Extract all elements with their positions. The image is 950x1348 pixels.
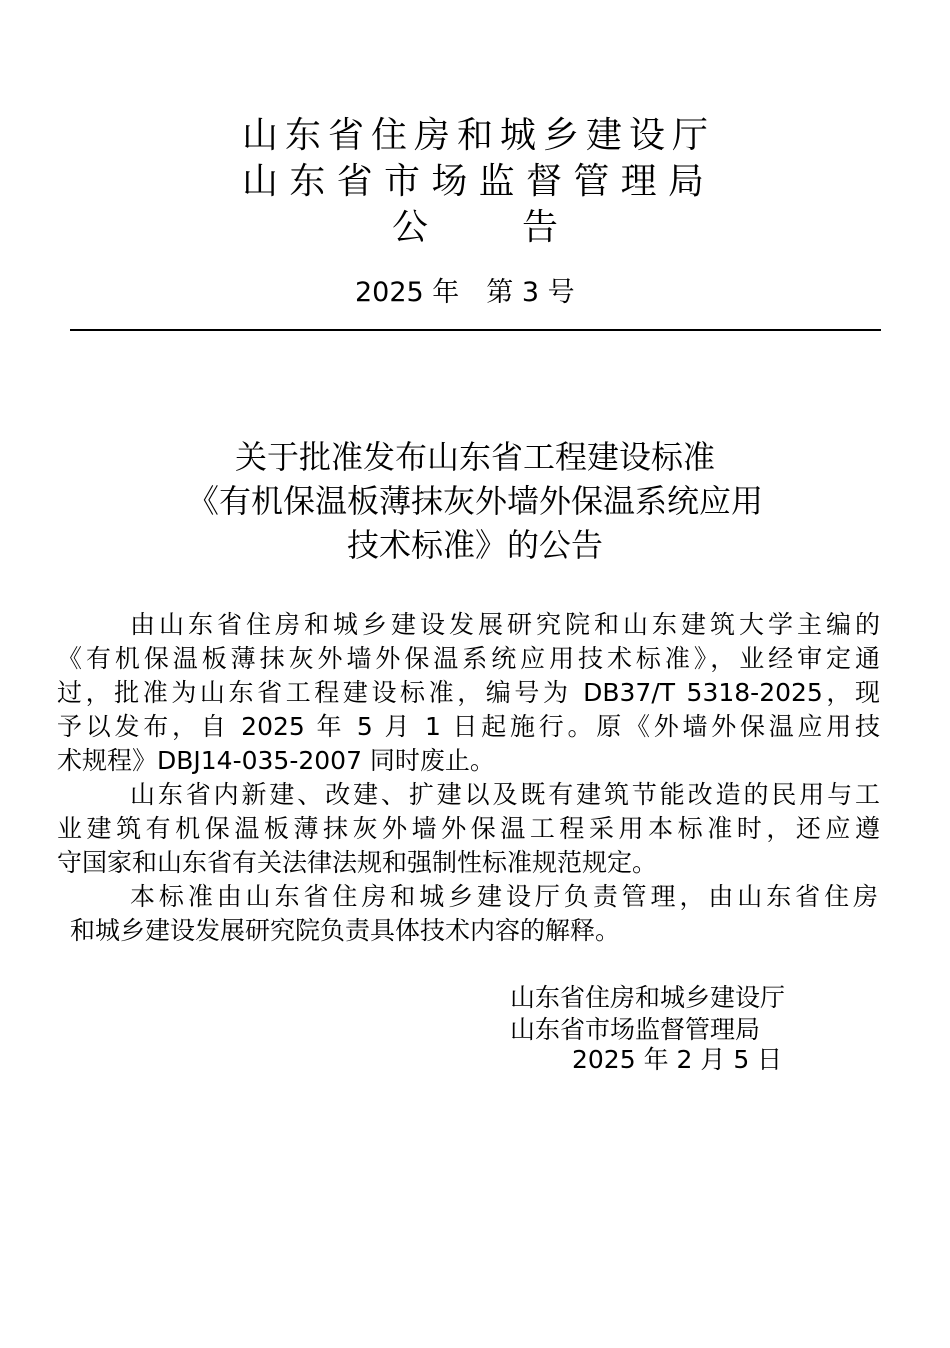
doc-type-char-1: 公 [392,207,429,248]
body-line: 予以发布，自 2025 年 5 月 1 日起施行。原《外墙外保温应用技 [57,712,880,741]
signature-date: 2025 年 2 月 5 日 [572,1045,783,1074]
body-line: 业建筑有机保温板薄抹灰外墙外保温工程采用本标准时，还应遵 [57,814,880,843]
title-line-1: 关于批准发布山东省工程建设标准 [234,438,715,476]
signature-issuer-2: 山东省市场监督管理局 [510,1015,761,1044]
body-line: 由山东省住房和城乡建设发展研究院和山东建筑大学主编的 [130,610,880,639]
body-line: 本标准由山东省住房和城乡建设厅负责管理，由山东省住房 [130,882,878,911]
body-line: 过，批准为山东省工程建设标准，编号为 DB37/T 5318-2025，现 [57,678,880,707]
doc-type-char-2: 告 [522,207,559,248]
header-divider [70,329,881,331]
body-line: 和城乡建设发展研究院负责具体技术内容的解释。 [70,916,621,945]
signature-issuer-1: 山东省住房和城乡建设厅 [510,983,786,1012]
header-issuer-2: 山东省市场监督管理局 [242,161,704,202]
body-line: 守国家和山东省有关法律法规和强制性标准规范规定。 [57,848,658,877]
header-issuer-1: 山东省住房和城乡建设厅 [242,115,708,156]
title-line-3: 技术标准》的公告 [346,526,603,564]
document-number: 2025 年 第 3 号 [355,277,575,308]
title-line-2: 《有机保温板薄抹灰外墙外保温系统应用 [186,482,763,520]
body-line: 山东省内新建、改建、扩建以及既有建筑节能改造的民用与工 [130,780,880,809]
body-line: 术规程》DBJ14-035-2007 同时废止。 [57,746,495,775]
body-line: 《有机保温板薄抹灰外墙外保温系统应用技术标准》，业经审定通 [57,644,880,673]
